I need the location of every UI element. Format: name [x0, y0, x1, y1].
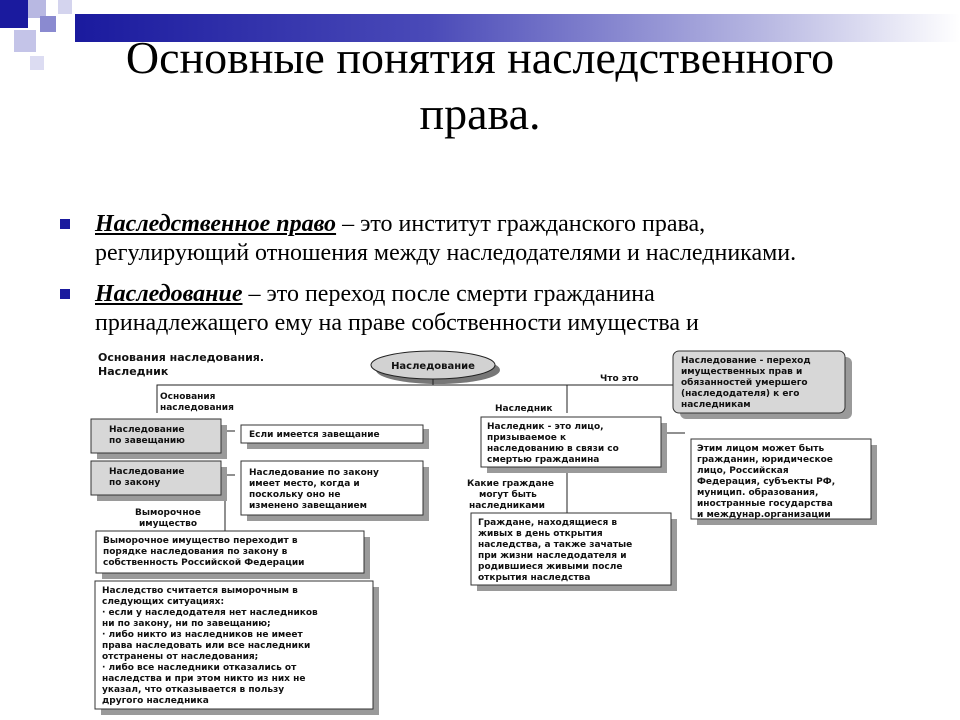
bullet-term: Наследование — [95, 281, 243, 307]
heir-def: Наследник - это лицо, — [487, 422, 604, 432]
definition-text: Наследование - переход — [681, 356, 811, 366]
definition-text: имущественных прав и — [681, 367, 803, 377]
diagram-heading: Наследник — [98, 365, 169, 378]
center-node-label: Наследование — [391, 361, 475, 372]
heir-def: призываемое к — [487, 433, 567, 443]
definition-text: обязанностей умершего — [681, 378, 808, 388]
bullet-text: – это институт гражданского права, — [336, 211, 706, 237]
by-will-label: Наследование — [109, 425, 185, 435]
escheat-note: Выморочное имущество переходит в — [103, 536, 298, 546]
who-label: наследниками — [469, 501, 545, 511]
inheritance-diagram — [35, 343, 925, 715]
by-law-label: Наследование — [109, 467, 185, 477]
who-label: могут быть — [479, 490, 537, 500]
bullet-text: регулирующий отношения между наследодателями и наследниками. — [95, 240, 797, 266]
definition-text: (наследодателя) к его — [681, 389, 800, 399]
heir-list: гражданин, юридическое — [697, 455, 833, 465]
bullet-item — [60, 210, 920, 268]
bullet-term: Наследственное право — [95, 211, 337, 237]
escheat-note: собственность Российской Федерации — [103, 558, 305, 568]
who-note: при жизни наследодателя и — [478, 551, 627, 561]
heir-list: лицо, Российская — [697, 466, 789, 476]
slide-title-line: права. — [419, 88, 541, 139]
heir-list: и междунар.организации — [697, 510, 831, 520]
escheat-case-line: наследства и при этом никто из них не — [102, 674, 306, 684]
escheat-label: имущество — [139, 519, 198, 529]
slide-title-line: Основные понятия наследственного — [125, 32, 835, 83]
definition-text: наследникам — [681, 400, 751, 410]
grounds-label: наследования — [160, 403, 234, 413]
bullet-item — [60, 280, 920, 338]
slide-title — [0, 30, 960, 142]
escheat-case-line: · если у наследодателя нет наследников — [102, 608, 318, 618]
bullet-text: – это переход после смерти гражданина — [242, 281, 655, 307]
who-label: Какие граждане — [467, 479, 554, 489]
who-note: родившиеся живыми после — [478, 562, 623, 572]
escheat-case-line: другого наследника — [102, 696, 209, 706]
by-law-note: поскольку оно не — [249, 490, 341, 500]
connector-line — [157, 379, 673, 413]
escheat-case-line: Наследство считается выморочным в — [102, 586, 298, 596]
by-law-note: изменено завещанием — [249, 501, 367, 511]
escheat-note: порядке наследования по закону в — [103, 547, 288, 557]
escheat-case-line: ни по закону, ни по завещанию; — [102, 619, 271, 629]
heir-def: смертью гражданина — [487, 455, 600, 465]
escheat-case-line: указал, что отказывается в пользу — [102, 685, 285, 695]
by-law-note: имеет место, когда и — [249, 479, 360, 489]
escheat-label: Выморочное — [135, 508, 201, 518]
heir-list: Федерация, субъекты РФ, — [697, 477, 836, 487]
who-note: открытия наследства — [478, 573, 591, 583]
corner-square-decoration — [58, 0, 72, 14]
bullet-list — [60, 210, 920, 350]
escheat-case-line: следующих ситуациях: — [102, 597, 225, 607]
heir-list: иностранные государства — [697, 499, 833, 509]
escheat-case-line: · либо никто из наследников не имеет — [102, 630, 303, 640]
diagram-canvas — [35, 343, 925, 715]
heir-label: Наследник — [495, 404, 553, 414]
by-law-note: Наследование по закону — [249, 468, 379, 478]
escheat-case-line: отстранены от наследования; — [102, 652, 259, 662]
what-is-label: Что это — [600, 374, 639, 384]
escheat-case-line: права наследовать или все наследники — [102, 641, 311, 651]
square-bullet-icon — [60, 219, 70, 229]
by-will-label: по завещанию — [109, 436, 185, 446]
escheat-case-line: · либо все наследники отказались от — [102, 663, 297, 673]
who-note: живых в день открытия — [478, 529, 603, 539]
heir-list: Этим лицом может быть — [697, 444, 825, 454]
heir-def: наследованию в связи со — [487, 444, 619, 454]
diagram-heading: Основания наследования. — [98, 351, 265, 364]
heir-list: муницип. образования, — [697, 488, 819, 498]
by-law-label: по закону — [109, 478, 161, 488]
square-bullet-icon — [60, 289, 70, 299]
who-note: Граждане, находящиеся в — [478, 518, 618, 528]
bullet-text: принадлежащего ему на праве собственности имущества и — [95, 310, 699, 336]
if-will-label: Если имеется завещание — [249, 430, 380, 440]
who-note: наследства, а также зачатые — [478, 540, 633, 550]
corner-square-decoration — [0, 0, 28, 28]
grounds-label: Основания — [160, 392, 216, 402]
